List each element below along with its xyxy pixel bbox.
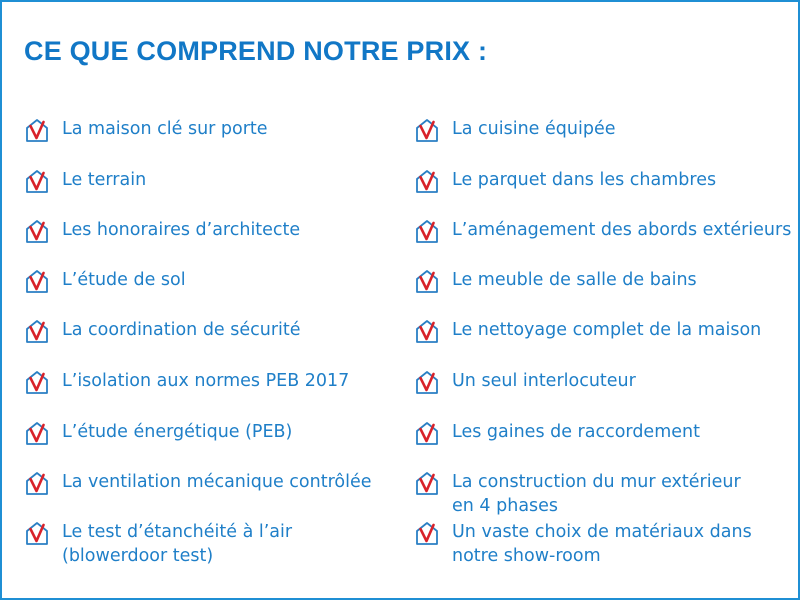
list-item-label: L’étude énergétique (PEB) — [62, 422, 293, 442]
list-item — [414, 318, 761, 344]
list-item-label: L’isolation aux normes PEB 2017 — [62, 371, 350, 391]
house-check-icon — [414, 168, 440, 194]
list-item — [414, 520, 752, 568]
house-check-icon — [414, 470, 440, 496]
house-check-icon — [414, 318, 440, 344]
house-check-icon — [414, 268, 440, 294]
list-item — [414, 218, 791, 244]
list-item — [414, 420, 700, 446]
list-item — [414, 369, 636, 395]
list-item-label: Les honoraires d’architecte — [62, 220, 301, 240]
list-item-label: Les gaines de raccordement — [452, 422, 700, 442]
page-title: CE QUE COMPREND NOTRE PRIX : — [24, 36, 488, 66]
list-item-label: Le parquet dans les chambres — [452, 170, 717, 190]
house-check-icon — [414, 117, 440, 143]
list-item-label: La cuisine équipée — [452, 119, 616, 139]
list-item — [414, 117, 615, 143]
list-item-label: Un seul interlocuteur — [452, 371, 636, 391]
list-item-label: Le meuble de salle de bains — [452, 270, 697, 290]
list-item-label: L’aménagement des abords extérieurs — [452, 220, 792, 240]
house-check-icon — [414, 420, 440, 446]
list-item — [414, 268, 697, 294]
list-item-label: Le test d’étanchéité à l’air (blowerdoor test) — [62, 522, 293, 566]
house-check-icon — [414, 218, 440, 244]
list-item-label: Le nettoyage complet de la maison — [452, 320, 762, 340]
list-item — [414, 168, 716, 194]
list-item — [414, 470, 741, 518]
house-check-icon — [414, 369, 440, 395]
list-item-label: Le terrain — [62, 170, 147, 190]
list-item-label: La ventilation mécanique contrôlée — [62, 472, 372, 492]
list-item-label: La coordination de sécurité — [62, 320, 301, 340]
list-item-label: La maison clé sur porte — [62, 119, 268, 139]
list-item-label: La construction du mur extérieur en 4 phases — [452, 472, 741, 516]
house-check-icon — [414, 520, 440, 546]
list-item-label: L’étude de sol — [62, 270, 186, 290]
list-item-label: Un vaste choix de matériaux dans notre show-room — [452, 522, 752, 566]
